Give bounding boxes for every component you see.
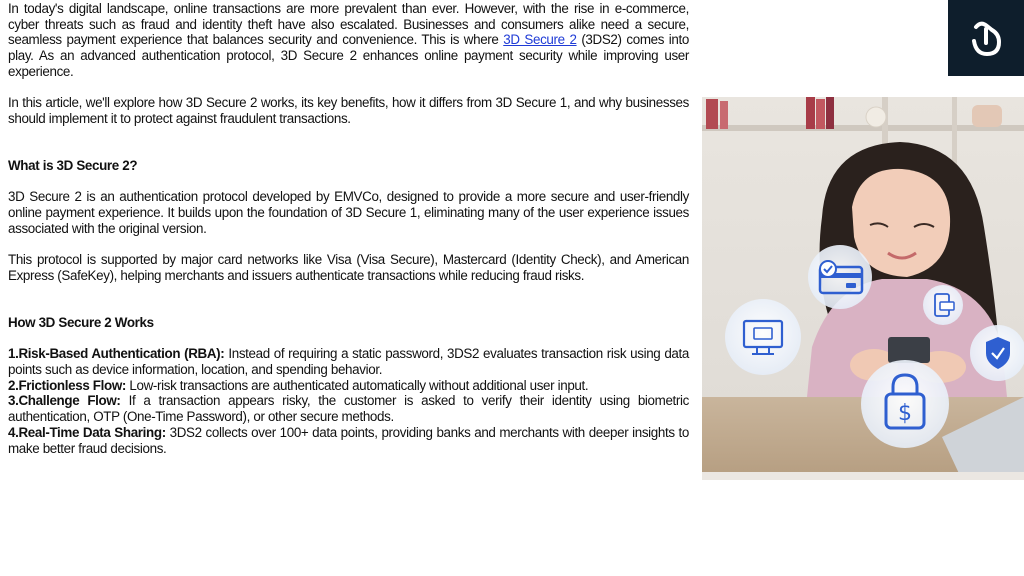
overview-paragraph: In this article, we'll explore how 3D Secure 2 works, its key benefits, how it differs from 3D Secure 1, and why businesses should implement it to protect against fraudulent transactions. (8, 95, 689, 126)
step-text: If a transaction appears risky, the customer is asked to verify their identity using biometric authentication, OTP (One-Time Password), or other secure methods. (8, 393, 689, 425)
step-item (8, 425, 689, 456)
credit-card-check-icon (808, 245, 872, 309)
step-text: Low-risk transactions are authenticated automatically without additional user input. (126, 377, 589, 393)
intro-text-end: (3DS2) comes into play. As an advanced authentication protocol, 3D Secure 2 enhances online payment security while improving user experience. (8, 32, 689, 79)
step-item (8, 393, 689, 424)
step-text: Instead of requiring a static password, 3DS2 evaluates transaction risk using data points such as device information, location, and spending behavior. (8, 346, 689, 378)
step-label: 2.Frictionless Flow: (8, 377, 127, 393)
hero-photo (702, 97, 1024, 480)
step-label: 4.Real-Time Data Sharing: (8, 424, 166, 440)
desktop-payment-icon (725, 299, 801, 375)
section-heading-how-it-works: How 3D Secure 2 Works (8, 314, 154, 330)
step-text: 3DS2 collects over 100+ data points, providing banks and merchants with deeper insights to make better fraud decisions. (8, 424, 689, 456)
step-item (8, 378, 689, 394)
mobile-payment-icon (923, 285, 963, 325)
brand-logo-icon (964, 16, 1008, 60)
article-body (8, 1, 689, 456)
dollar-padlock-icon (861, 360, 949, 448)
3d-secure-2-link[interactable]: 3D Secure 2 (503, 32, 577, 48)
step-item (8, 346, 689, 377)
step-label: 3.Challenge Flow: (8, 393, 121, 409)
card-networks-paragraph: This protocol is supported by major card networks like Visa (Visa Secure), Mastercard (Identity Check), and American Express (SafeKey), helping merchants and issuers authenticate transactions while reducing fraud risks. (8, 252, 689, 283)
step-label: 1.Risk-Based Authentication (RBA): (8, 346, 225, 362)
intro-paragraph (8, 1, 689, 80)
intro-text-start: In today's digital landscape, online transactions are more prevalent than ever. However, with the rise in e-commerce, cyber threats such as fraud and identity theft have also escalated. Businesses and consumers alike need a secure, seamless payment experience that balances security and convenience. This is where (8, 1, 689, 48)
svg-text:$: $ (898, 401, 912, 426)
brand-logo[interactable] (948, 0, 1024, 76)
section-heading-what-is: What is 3D Secure 2? (8, 158, 138, 173)
shield-check-icon (970, 325, 1024, 381)
definition-paragraph: 3D Secure 2 is an authentication protocol developed by EMVCo, designed to provide a more secure and user-friendly online payment experience. It builds upon the foundation of 3D Secure 1, eliminating many of the user experience issues associated with the original version. (8, 189, 689, 236)
